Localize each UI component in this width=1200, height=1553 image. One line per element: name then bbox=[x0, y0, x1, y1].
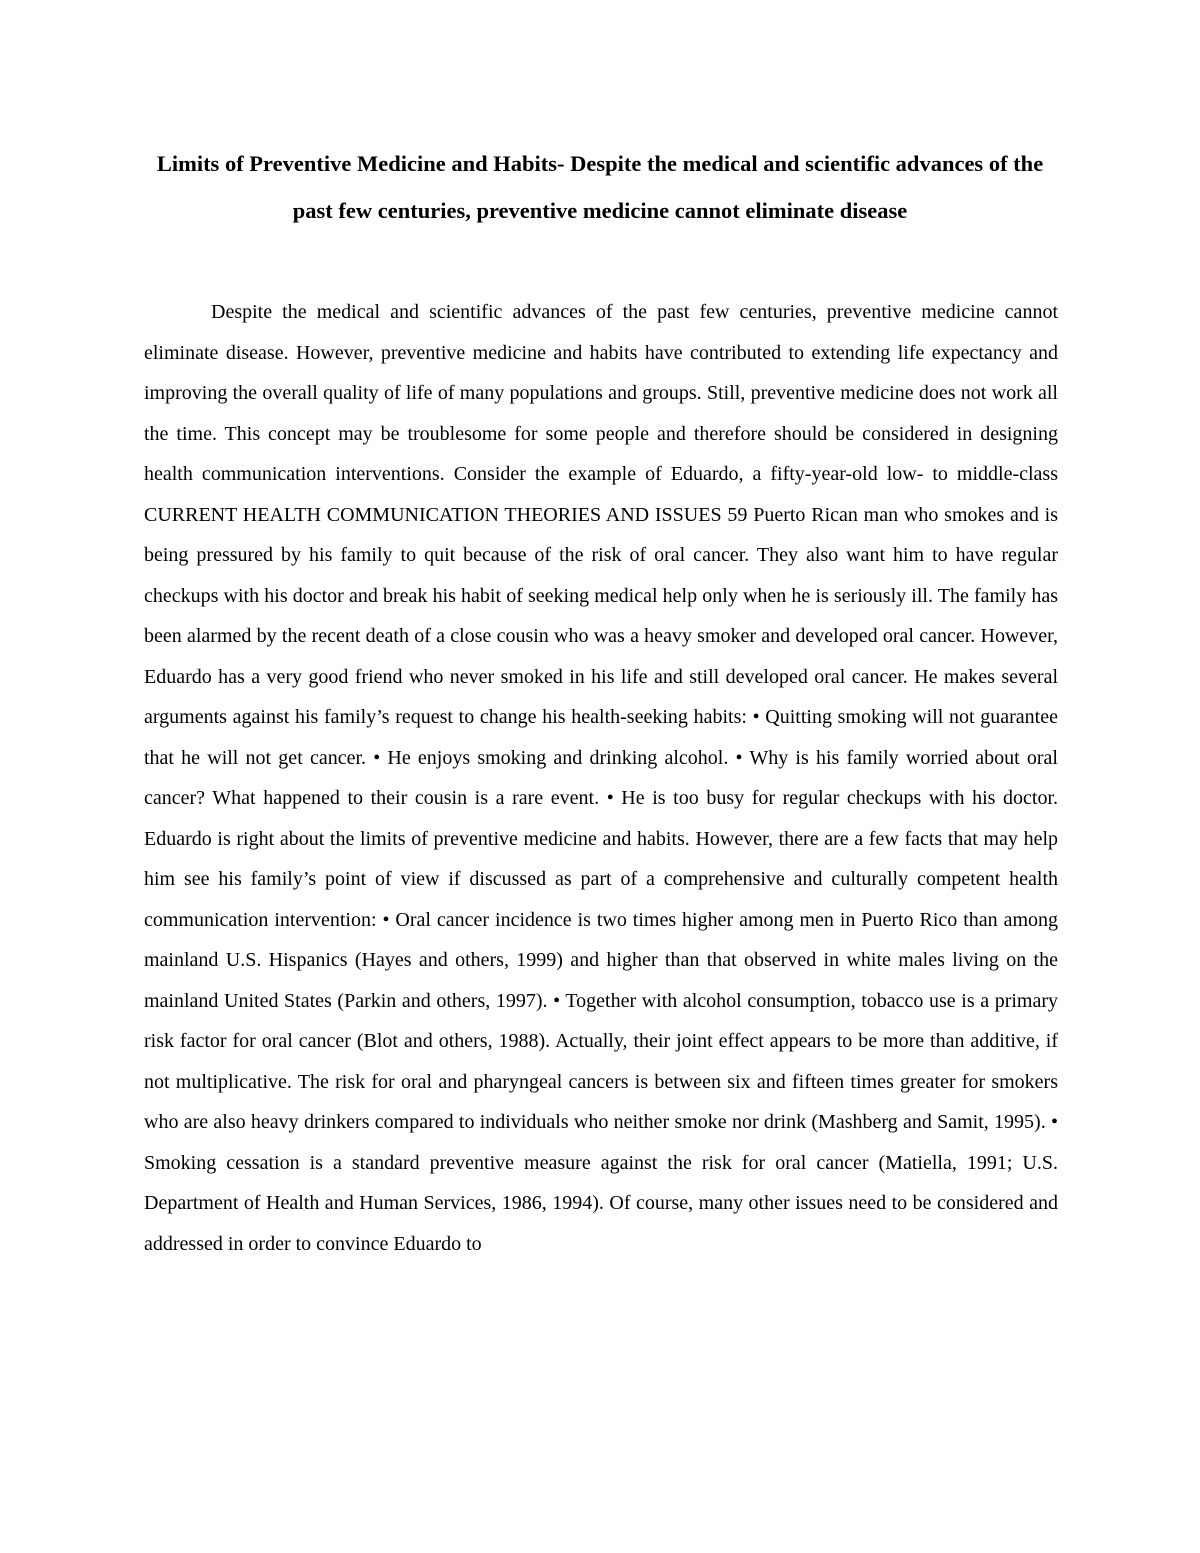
document-title: Limits of Preventive Medicine and Habits- Despite the medical and scientific advances of the past few centuries, preventive medicine cannot eliminate disease bbox=[156, 151, 1044, 223]
body-paragraph: Despite the medical and scientific advances of the past few centuries, preventive medicine cannot eliminate disease. However, preventive medicine and habits have contributed to extending life expectancy and improving the overall quality of life of many populations and groups. Still, preventive medicine does not work all the time. This concept may be troublesome for some people and therefore should be considered in designing health communication interventions. Consider the example of Eduardo, a fifty-year-old low- to middle-class CURRENT HEALTH COMMUNICATION THEORIES AND ISSUES 59 Puerto Rican man who smokes and is being pressured by his family to quit because of the risk of oral cancer. They also want him to have regular checkups with his doctor and break his habit of seeking medical help only when he is seriously ill. The family has been alarmed by the recent death of a close cousin who was a heavy smoker and developed oral cancer. However, Eduardo has a very good friend who never smoked in his life and still developed oral cancer. He makes several arguments against his family’s request to change his health-seeking habits: • Quitting smoking will not guarantee that he will not get cancer. • He enjoys smoking and drinking alcohol. • Why is his family worried about oral cancer? What happened to their cousin is a rare event. • He is too busy for regular checkups with his doctor. Eduardo is right about the limits of preventive medicine and habits. However, there are a few facts that may help him see his family’s point of view if discussed as part of a comprehensive and culturally competent health communication intervention: • Oral cancer incidence is two times higher among men in Puerto Rico than among mainland U.S. Hispanics (Hayes and others, 1999) and higher than that observed in white males living on the mainland United States (Parkin and others, 1997). • Together with alcohol consumption, tobacco use is a primary risk factor for oral cancer (Blot and others, 1988). Actually, their joint effect appears to be more than additive, if not multiplicative. The risk for oral and pharyngeal cancers is between six and fifteen times greater for smokers who are also heavy drinkers compared to individuals who neither smoke nor drink (Mashberg and Samit, 1995). • Smoking cessation is a standard preventive measure against the risk for oral cancer (Matiella, 1991; U.S. Department of Health and Human Services, 1986, 1994). Of course, many other issues need to be considered and addressed in order to convince Eduardo to bbox=[144, 301, 1058, 1255]
